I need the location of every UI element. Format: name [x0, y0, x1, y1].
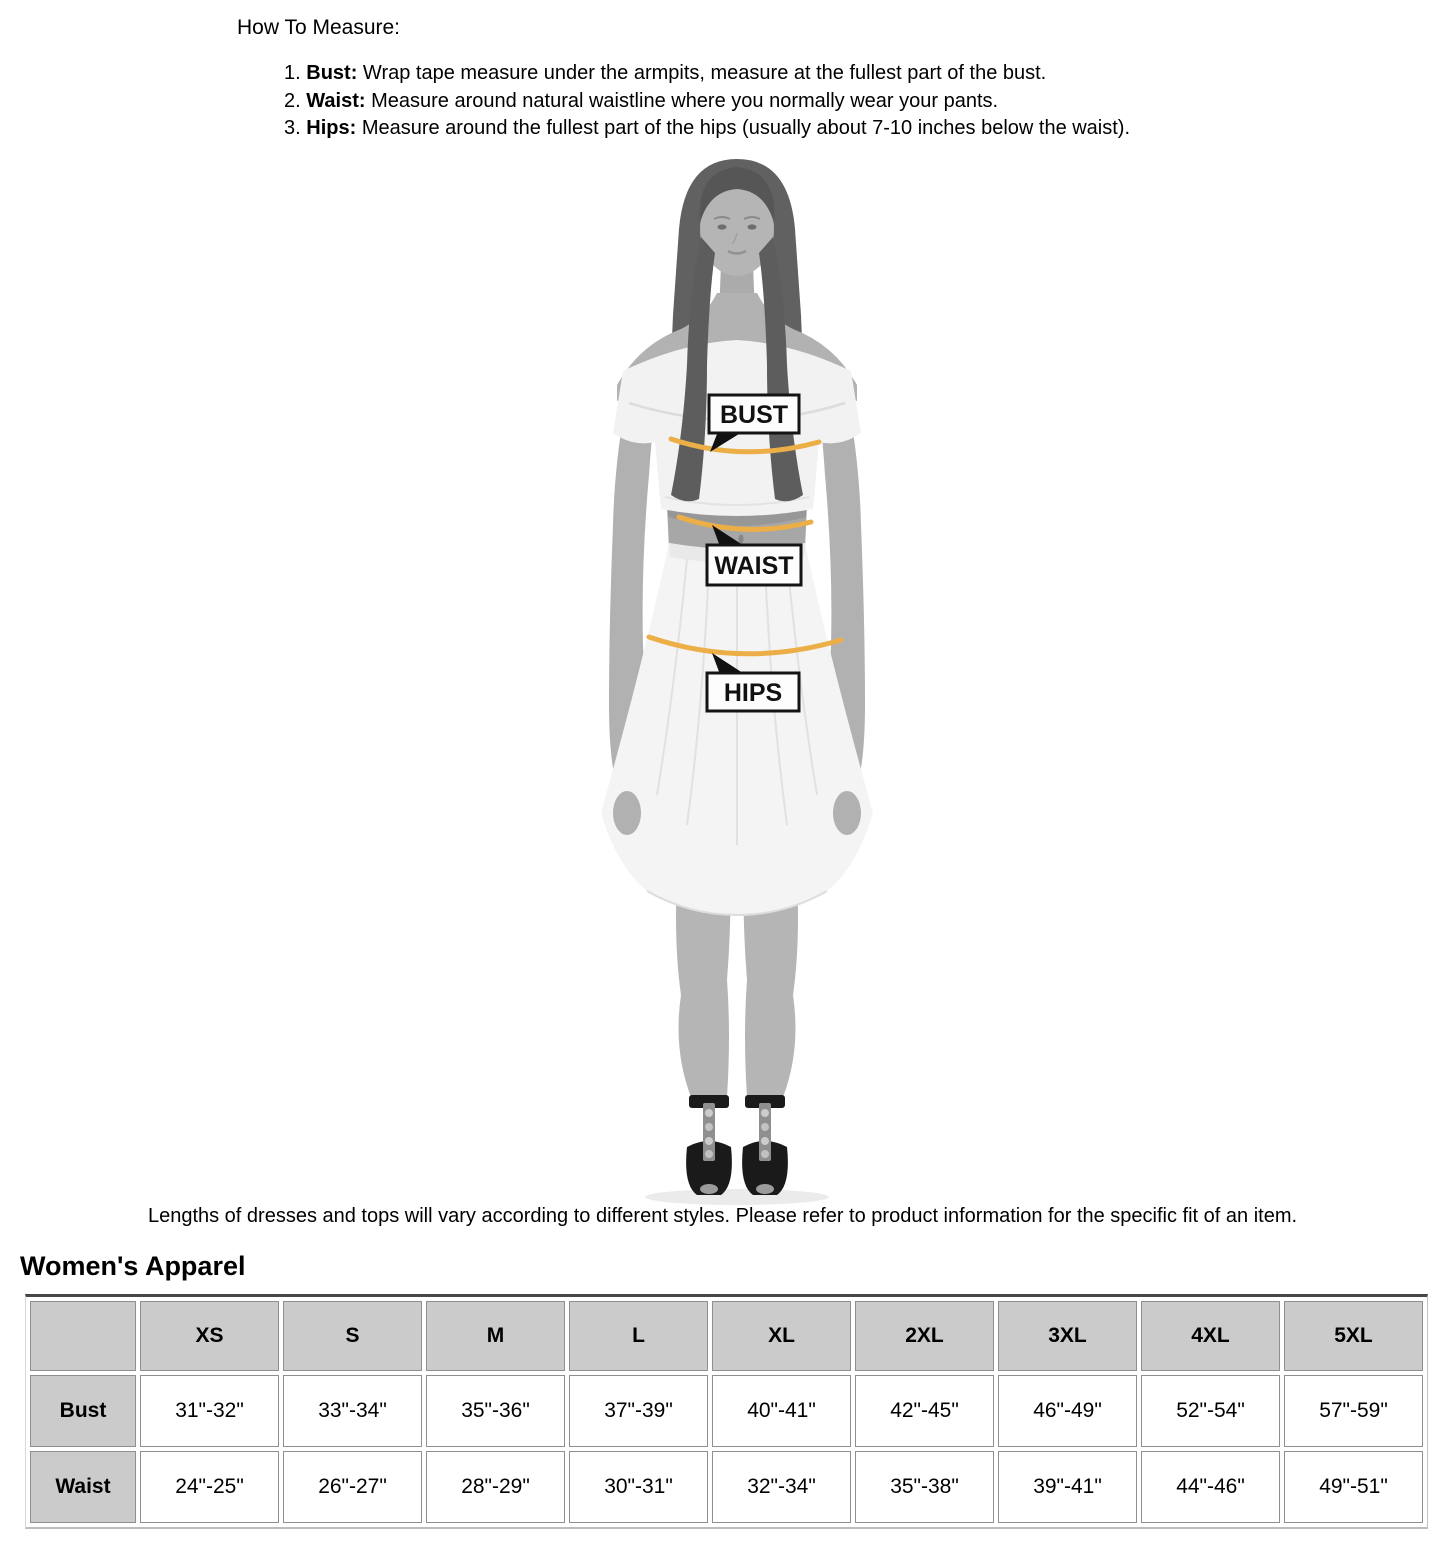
size-value-cell: 40"-41" — [712, 1375, 851, 1447]
measure-steps — [284, 60, 1130, 143]
size-value-cell: 42"-45" — [855, 1375, 994, 1447]
bust-row — [30, 1375, 1423, 1447]
size-col-header-xs: XS — [140, 1301, 279, 1371]
model-illustration — [569, 145, 905, 1207]
size-col-header-m: M — [426, 1301, 565, 1371]
size-value-cell: 26"-27" — [283, 1451, 422, 1523]
row-label-cell: Waist — [30, 1451, 136, 1523]
how-to-measure-heading: How To Measure: — [237, 16, 401, 39]
hand-right — [833, 791, 861, 835]
step-text: Wrap tape measure under the armpits, measure at the fullest part of the bust. — [362, 62, 1047, 84]
size-value-cell: 35"-38" — [855, 1451, 994, 1523]
measurement-model-figure — [569, 145, 905, 1207]
size-value-cell: 52"-54" — [1141, 1375, 1280, 1447]
navel — [739, 535, 744, 544]
size-value-cell: 33"-34" — [283, 1375, 422, 1447]
size-value-cell: 57"-59" — [1284, 1375, 1423, 1447]
size-value-cell: 44"-46" — [1141, 1451, 1280, 1523]
eye-right — [748, 224, 757, 229]
size-value-cell: 24"-25" — [140, 1451, 279, 1523]
fit-caption: Lengths of dresses and tops will vary according to different styles. Please refer to product information for the specific fit of an item. — [147, 1205, 1298, 1227]
size-value-cell: 30"-31" — [569, 1451, 708, 1523]
size-value-cell: 39"-41" — [998, 1451, 1137, 1523]
step-number: 1. — [284, 62, 301, 84]
step-label: Bust: — [306, 62, 358, 84]
waist-label-text: WAIST — [714, 552, 794, 580]
step-label: Waist: — [306, 89, 366, 112]
hand-left — [613, 791, 641, 835]
table-corner-cell — [30, 1301, 136, 1371]
size-header-row — [30, 1301, 1423, 1371]
size-col-header-2xl: 2XL — [855, 1301, 994, 1371]
womens-apparel-size-table — [25, 1294, 1428, 1529]
size-col-header-xl: XL — [712, 1301, 851, 1371]
step-bust — [284, 60, 1130, 88]
step-hips — [284, 115, 1130, 143]
step-text: Measure around natural waistline where you normally wear your pants. — [371, 89, 999, 112]
ground-shadow — [645, 1189, 829, 1205]
step-label: Hips: — [306, 117, 357, 139]
size-col-header-s: S — [283, 1301, 422, 1371]
size-value-cell: 28"-29" — [426, 1451, 565, 1523]
step-text: Measure around the fullest part of the hips (usually about 7-10 inches below the waist). — [361, 117, 1131, 139]
waist-row — [30, 1451, 1423, 1523]
size-col-header-4xl: 4XL — [1141, 1301, 1280, 1371]
hips-label-text: HIPS — [723, 679, 783, 707]
size-col-header-5xl: 5XL — [1284, 1301, 1423, 1371]
shoe-left — [686, 1095, 732, 1195]
size-value-cell: 37"-39" — [569, 1375, 708, 1447]
size-value-cell: 31"-32" — [140, 1375, 279, 1447]
size-col-header-3xl: 3XL — [998, 1301, 1137, 1371]
eye-left — [718, 224, 727, 229]
row-label-cell: Bust — [30, 1375, 136, 1447]
size-value-cell: 46"-49" — [998, 1375, 1137, 1447]
size-col-header-l: L — [569, 1301, 708, 1371]
shoe-right — [742, 1095, 788, 1195]
step-waist — [284, 88, 1130, 116]
bust-label-text: BUST — [719, 401, 789, 429]
size-value-cell: 49"-51" — [1284, 1451, 1423, 1523]
size-table-title: Women's Apparel — [20, 1251, 246, 1281]
step-number: 3. — [284, 117, 301, 139]
size-value-cell: 32"-34" — [712, 1451, 851, 1523]
size-value-cell: 35"-36" — [426, 1375, 565, 1447]
step-number: 2. — [284, 89, 301, 112]
